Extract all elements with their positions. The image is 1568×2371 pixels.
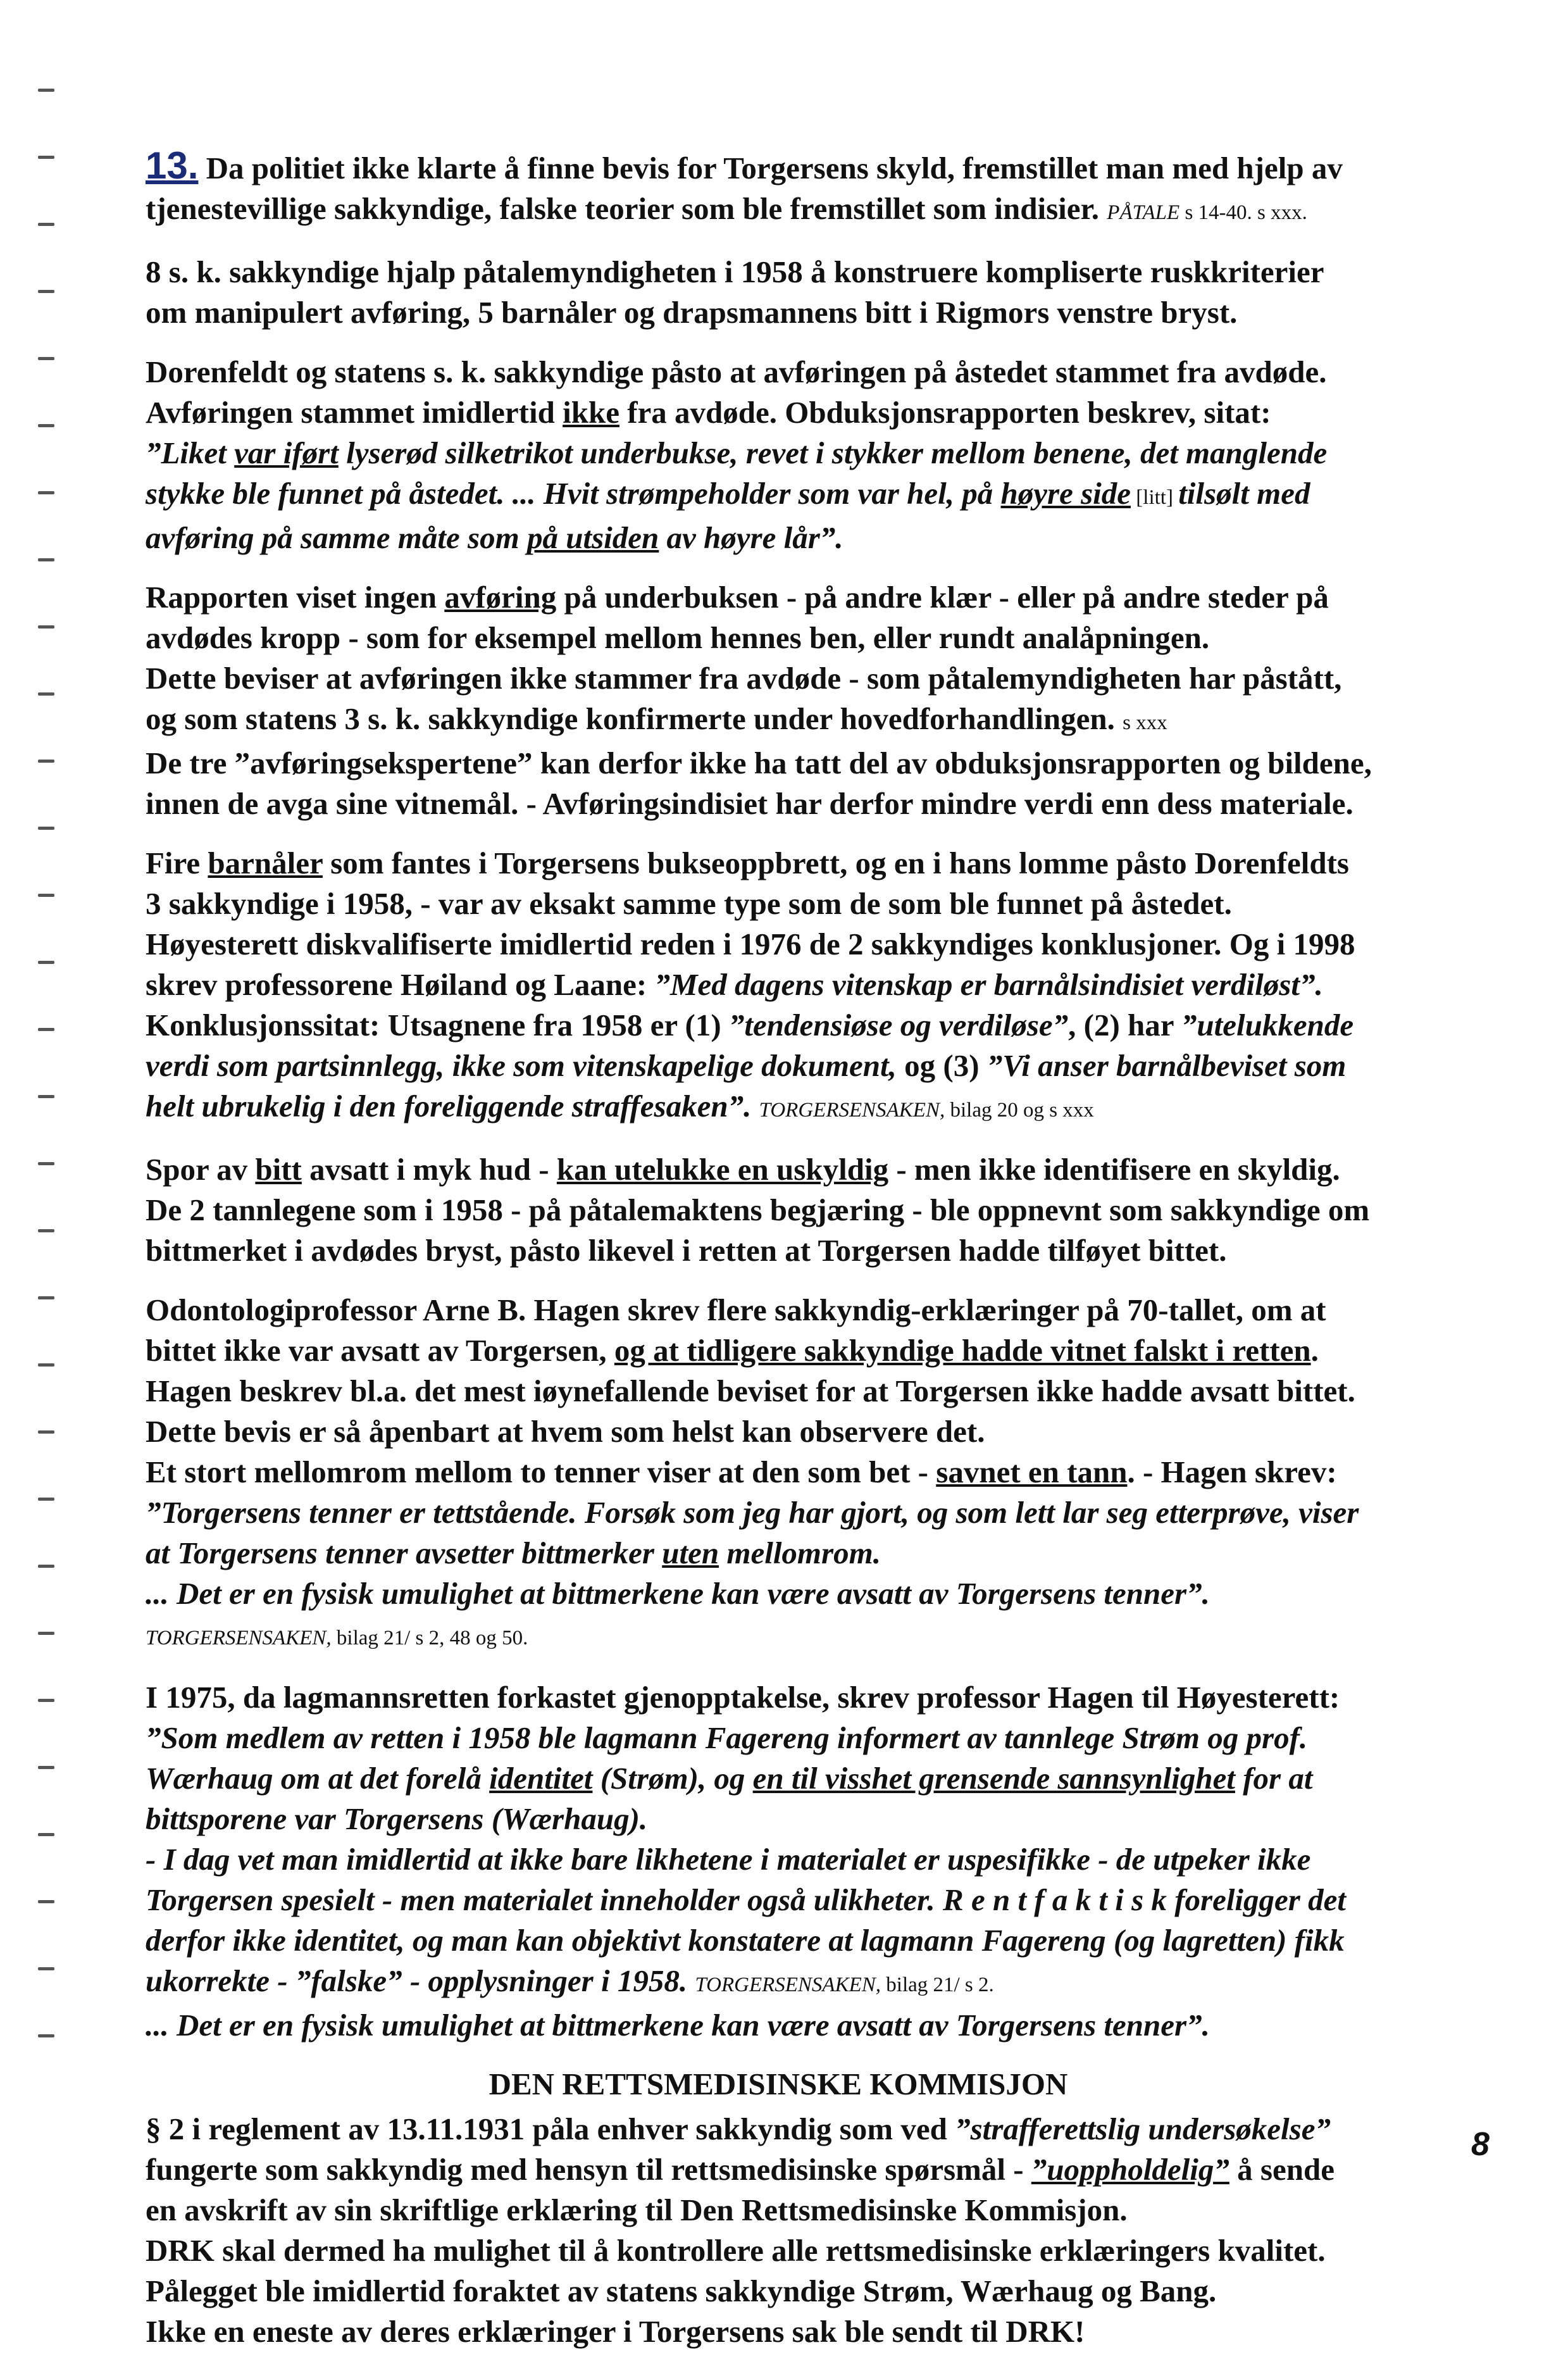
text-run: og som statens 3 s. k. sakkyndige konfirmerte under hovedforhandlingen. (146, 701, 1123, 736)
text-line (146, 2005, 1411, 2046)
text-run: s xxx (1123, 711, 1167, 734)
text-run: ”Liket (146, 435, 235, 470)
text-run: verdi som partsinnlegg, ikke som vitenskapelige dokument, (146, 1048, 897, 1083)
text-run: var iført (234, 435, 339, 470)
text-run: ”Med dagens vitenskap er barnålsindisiet verdiløst”. (654, 967, 1323, 1002)
text-line (146, 1046, 1411, 1086)
binding-tick (38, 1766, 54, 1769)
binding-tick (38, 1430, 54, 1434)
text-run: Hagen beskrev bl.a. det mest iøynefallende beviset for at Torgersen ikke hadde avsatt bittet. (146, 1373, 1355, 1408)
binding-marks (38, 89, 63, 2165)
body-sections (146, 146, 1411, 2046)
text-line (146, 2271, 1411, 2312)
text-line (146, 252, 1411, 292)
text-run: . (1310, 1333, 1319, 1368)
text-run: 13. (146, 144, 199, 187)
text-line (146, 1086, 1411, 1130)
text-run: ... Det er en fysisk umulighet at bittmerkene kan være avsatt av Torgersens tenner”. (146, 1576, 1210, 1611)
text-run: Dette bevis er så åpenbart at hvem som helst kan observere det. (146, 1414, 985, 1449)
text-run: og at tidligere sakkyndige hadde vitnet falskt i retten (614, 1333, 1311, 1368)
text-line (146, 1718, 1411, 1758)
text-run: skrev professorene Høiland og Laane: (146, 967, 655, 1002)
text-run: avdødes kropp - som for eksempel mellom hennes ben, eller rundt analåpningen. (146, 620, 1210, 655)
text-run: bittmerket i avdødes bryst, påsto likevel i retten at Torgersen hadde tilføyet bittet. (146, 1233, 1227, 1268)
text-run: mellomrom. (719, 1536, 881, 1570)
text-run: tjenestevillige sakkyndige, falske teorier som ble fremstillet som indisier. (146, 191, 1107, 226)
paragraph (146, 1149, 1411, 1271)
binding-tick (38, 1565, 54, 1568)
text-run: fra avdøde. Obduksjonsrapporten beskrev, sitat: (619, 395, 1271, 430)
text-run: kan utelukke en uskyldig (556, 1152, 889, 1187)
text-run: om manipulert avføring, 5 barnåler og drapsmannens bitt i Rigmors venstre bryst. (146, 295, 1238, 330)
text-run: , (2) har (1068, 1008, 1181, 1042)
text-line (146, 2190, 1411, 2230)
closing-paragraph (146, 2109, 1411, 2352)
text-run: ”Som medlem av retten i 1958 ble lagmann Fagereng informert av tannlege Strøm og prof. (146, 1720, 1308, 1755)
binding-tick (38, 1498, 54, 1501)
text-run: savnet en tann (936, 1455, 1128, 1489)
binding-tick (38, 2034, 54, 2037)
text-run: Et stort mellomrom mellom to tenner viser at den som bet - (146, 1455, 936, 1489)
text-run: s 14-40. s xxx. (1179, 201, 1307, 224)
text-run: stykke ble funnet på åstedet. ... Hvit strømpeholder som var hel, på (146, 476, 1001, 511)
text-line (146, 618, 1411, 658)
text-line (146, 784, 1411, 824)
text-run: Odontologiprofessor Arne B. Hagen skrev flere sakkyndig-erklæringer på 70-tallet, om at (146, 1292, 1326, 1327)
text-run: Avføringen stammet imidlertid (146, 395, 563, 430)
text-line (146, 352, 1411, 392)
binding-tick (38, 760, 54, 763)
text-run: ”strafferettslig undersøkelse” (955, 2111, 1331, 2146)
text-line (146, 1880, 1411, 1920)
text-line (146, 1330, 1411, 1371)
binding-tick (38, 827, 54, 830)
text-line (146, 743, 1411, 784)
text-run: . - Hagen skrev: (1127, 1455, 1337, 1489)
text-run: avsatt i myk hud - (301, 1152, 557, 1187)
text-run: identitet (489, 1761, 593, 1796)
text-run: bilag 21/ s 2. (881, 1974, 994, 1996)
text-run: for at (1235, 1761, 1313, 1796)
text-run: Høyesterett diskvalifiserte imidlertid reden i 1976 de 2 sakkyndiges konklusjoner. Og i 1998 (146, 927, 1355, 961)
text-line (146, 699, 1411, 743)
text-run: som fantes i Torgersens bukseoppbrett, og en i hans lomme påsto Dorenfeldts (322, 846, 1350, 880)
text-run: Da politiet ikke klarte å finne bevis for Torgersens skyld, fremstillet man med hjelp av (198, 151, 1343, 185)
text-line (146, 1492, 1411, 1533)
paragraph (146, 1290, 1411, 1658)
text-run: bilag 20 og s xxx (945, 1099, 1094, 1122)
text-run: bitt (255, 1152, 302, 1187)
text-run: Ikke en eneste av deres erklæringer i Torgersens sak ble sendt til DRK! (146, 2314, 1085, 2349)
binding-tick (38, 894, 54, 897)
page-number: 8 (1471, 2126, 1490, 2163)
text-line (146, 965, 1411, 1005)
binding-tick (38, 1900, 54, 1903)
text-line (146, 658, 1411, 699)
binding-tick (38, 1967, 54, 1970)
binding-tick (38, 1363, 54, 1367)
paragraph (146, 146, 1411, 233)
binding-tick (38, 1095, 54, 1098)
text-run: ikke (563, 395, 619, 430)
binding-tick (38, 1699, 54, 1702)
text-run: ukorrekte - ”falske” - opplysninger i 1958. (146, 1963, 695, 1998)
text-line (146, 392, 1411, 433)
text-run: uten (662, 1536, 719, 1570)
text-run: - men ikke identifisere en skyldig. (888, 1152, 1340, 1187)
text-line (146, 1920, 1411, 1961)
text-line (146, 1005, 1411, 1046)
text-run: I 1975, da lagmannsretten forkastet gjenopptakelse, skrev professor Hagen til Høyesterett: (146, 1680, 1340, 1715)
text-run: helt ubrukelig i den foreliggende straffesaken”. (146, 1089, 759, 1123)
text-run: Fire (146, 846, 208, 880)
text-run: på underbuksen - på andre klær - eller på andre steder på (556, 580, 1329, 615)
binding-tick (38, 223, 54, 226)
text-line (146, 2109, 1411, 2149)
text-line (146, 1614, 1411, 1658)
text-run: en til visshet grensende sannsynlighet (752, 1761, 1235, 1796)
document-page (146, 146, 1411, 2371)
text-line (146, 1149, 1411, 1190)
text-run: R e n t f a k t i s k (943, 1882, 1167, 1917)
text-run: TORGERSENSAKEN, (695, 1974, 881, 1996)
text-line (146, 1799, 1411, 1839)
text-line (146, 518, 1411, 558)
binding-tick (38, 1632, 54, 1635)
text-run: bilag 21/ s 2, 48 og 50. (331, 1627, 528, 1649)
text-line (146, 1230, 1411, 1271)
paragraph (146, 1677, 1411, 2046)
text-run: [litt] (1131, 486, 1179, 509)
text-line (146, 1961, 1411, 2005)
binding-tick (38, 290, 54, 293)
binding-tick (38, 1833, 54, 1836)
text-run: bittsporene var Torgersens (Wærhaug). (146, 1801, 648, 1836)
paragraph (146, 843, 1411, 1130)
binding-tick (38, 156, 54, 159)
text-line (146, 473, 1411, 518)
binding-tick (38, 1229, 54, 1232)
text-run: TORGERSENSAKEN, (146, 1627, 332, 1649)
binding-tick (38, 625, 54, 629)
binding-tick (38, 424, 54, 427)
text-run: lyserød silketrikot underbukse, revet i stykker mellom benene, det manglende (338, 435, 1328, 470)
text-run: fungerte som sakkyndig med hensyn til rettsmedisinske spørsmål - (146, 2152, 1031, 2187)
text-run: Pålegget ble imidlertid foraktet av statens sakkyndige Strøm, Wærhaug og Bang. (146, 2274, 1217, 2308)
text-run: ”tendensiøse og verdiløse” (728, 1008, 1069, 1042)
text-line (146, 1677, 1411, 1718)
text-run: Konklusjonssitat: Utsagnene fra 1958 er (1) (146, 1008, 729, 1042)
text-run: derfor ikke identitet, og man kan objektivt konstatere at lagmann Fagereng (og lagretten) fikk (146, 1923, 1345, 1958)
section-heading: DEN RETTSMEDISINSKE KOMMISJON (488, 2067, 1068, 2101)
text-run: Rapporten viset ingen (146, 580, 445, 615)
binding-tick (38, 89, 54, 92)
text-run: ”utelukkende (1181, 1008, 1354, 1042)
text-line (146, 2230, 1411, 2271)
text-run: De tre ”avføringsekspertene” kan derfor ikke ha tatt del av obduksjonsrapporten og bildene, (146, 746, 1372, 780)
text-run: § 2 i reglement av 13.11.1931 påla enhver sakkyndig som ved (146, 2111, 955, 2146)
binding-tick (38, 491, 54, 494)
text-line (146, 1371, 1411, 1411)
text-line (146, 292, 1411, 333)
text-run: PÅTALE (1107, 201, 1180, 224)
text-run: og (3) (896, 1048, 987, 1083)
text-line (146, 924, 1411, 965)
text-line (146, 1839, 1411, 1880)
text-line (146, 1290, 1411, 1330)
text-run: foreligger det (1166, 1882, 1346, 1917)
text-line (146, 1190, 1411, 1230)
text-line (146, 433, 1411, 473)
text-run: ”Torgersens tenner er tettstående. Forsøk som jeg har gjort, og som lett lar seg etterprøve, viser (146, 1495, 1359, 1530)
text-run: avføring (444, 580, 557, 615)
binding-tick (38, 1296, 54, 1299)
text-run: en avskrift av sin skriftlige erklæring til Den Rettsmedisinske Kommisjon. (146, 2193, 1128, 2227)
text-run: tilsølt med (1178, 476, 1310, 511)
text-line (146, 1758, 1411, 1799)
paragraph (146, 577, 1411, 824)
text-run: av høyre lår”. (659, 520, 843, 555)
text-run: Wærhaug om at det forelå (146, 1761, 490, 1796)
text-line (146, 1533, 1411, 1573)
text-line (146, 146, 1411, 189)
text-run: innen de avga sine vitnemål. - Avføringsindisiet har derfor mindre verdi enn dess materiale. (146, 786, 1353, 821)
text-run: å sende (1229, 2152, 1335, 2187)
binding-tick (38, 961, 54, 964)
text-line (146, 884, 1411, 924)
text-run: (Strøm), og (592, 1761, 753, 1796)
text-run: TORGERSENSAKEN, (759, 1099, 945, 1122)
text-line (146, 843, 1411, 884)
paragraph (146, 352, 1411, 558)
text-line (146, 189, 1411, 233)
text-run: DRK skal dermed ha mulighet til å kontrollere alle rettsmedisinske erklæringers kvalitet. (146, 2233, 1326, 2268)
text-run: bittet ikke var avsatt av Torgersen, (146, 1333, 614, 1368)
text-run: - I dag vet man imidlertid at ikke bare likhetene i materialet er uspesifikke - de utpeker ikke (146, 1842, 1311, 1877)
text-run: barnåler (208, 846, 323, 880)
binding-tick (38, 357, 54, 360)
text-run: Spor av (146, 1152, 256, 1187)
text-run: på utsiden (526, 520, 659, 555)
binding-tick (38, 558, 54, 561)
text-run: Dorenfeldt og statens s. k. sakkyndige påsto at avføringen på åstedet stammet fra avdøde. (146, 354, 1327, 389)
text-run: 8 s. k. sakkyndige hjalp påtalemyndigheten i 1958 å konstruere kompliserte ruskkriterier (146, 254, 1324, 289)
text-run: ”Vi anser barnålbeviset som (986, 1048, 1347, 1083)
text-run: ... Det er en fysisk umulighet at bittmerkene kan være avsatt av Torgersens tenner”. (146, 2008, 1210, 2043)
text-run: at Torgersens tenner avsetter bittmerker (146, 1536, 663, 1570)
binding-tick (38, 1028, 54, 1031)
text-line (146, 1452, 1411, 1492)
text-run: Dette beviser at avføringen ikke stammer fra avdøde - som påtalemyndigheten har påstått, (146, 661, 1342, 696)
text-run: avføring på samme måte som (146, 520, 527, 555)
text-line (146, 577, 1411, 618)
text-line (146, 2149, 1411, 2190)
binding-tick (38, 1162, 54, 1165)
text-run: 3 sakkyndige i 1958, - var av eksakt samme type som de som ble funnet på åstedet. (146, 886, 1232, 921)
text-line (146, 1411, 1411, 1452)
text-line (146, 1573, 1411, 1614)
paragraph (146, 252, 1411, 333)
text-run: høyre side (1000, 476, 1131, 511)
text-run: Torgersen spesielt - men materialet inneholder også ulikheter. (146, 1882, 943, 1917)
binding-tick (38, 692, 54, 696)
text-run: ”uoppholdelig” (1031, 2152, 1229, 2187)
text-line (146, 2312, 1411, 2352)
text-run: De 2 tannlegene som i 1958 - på påtalemaktens begjæring - ble oppnevnt som sakkyndige om (146, 1192, 1370, 1227)
